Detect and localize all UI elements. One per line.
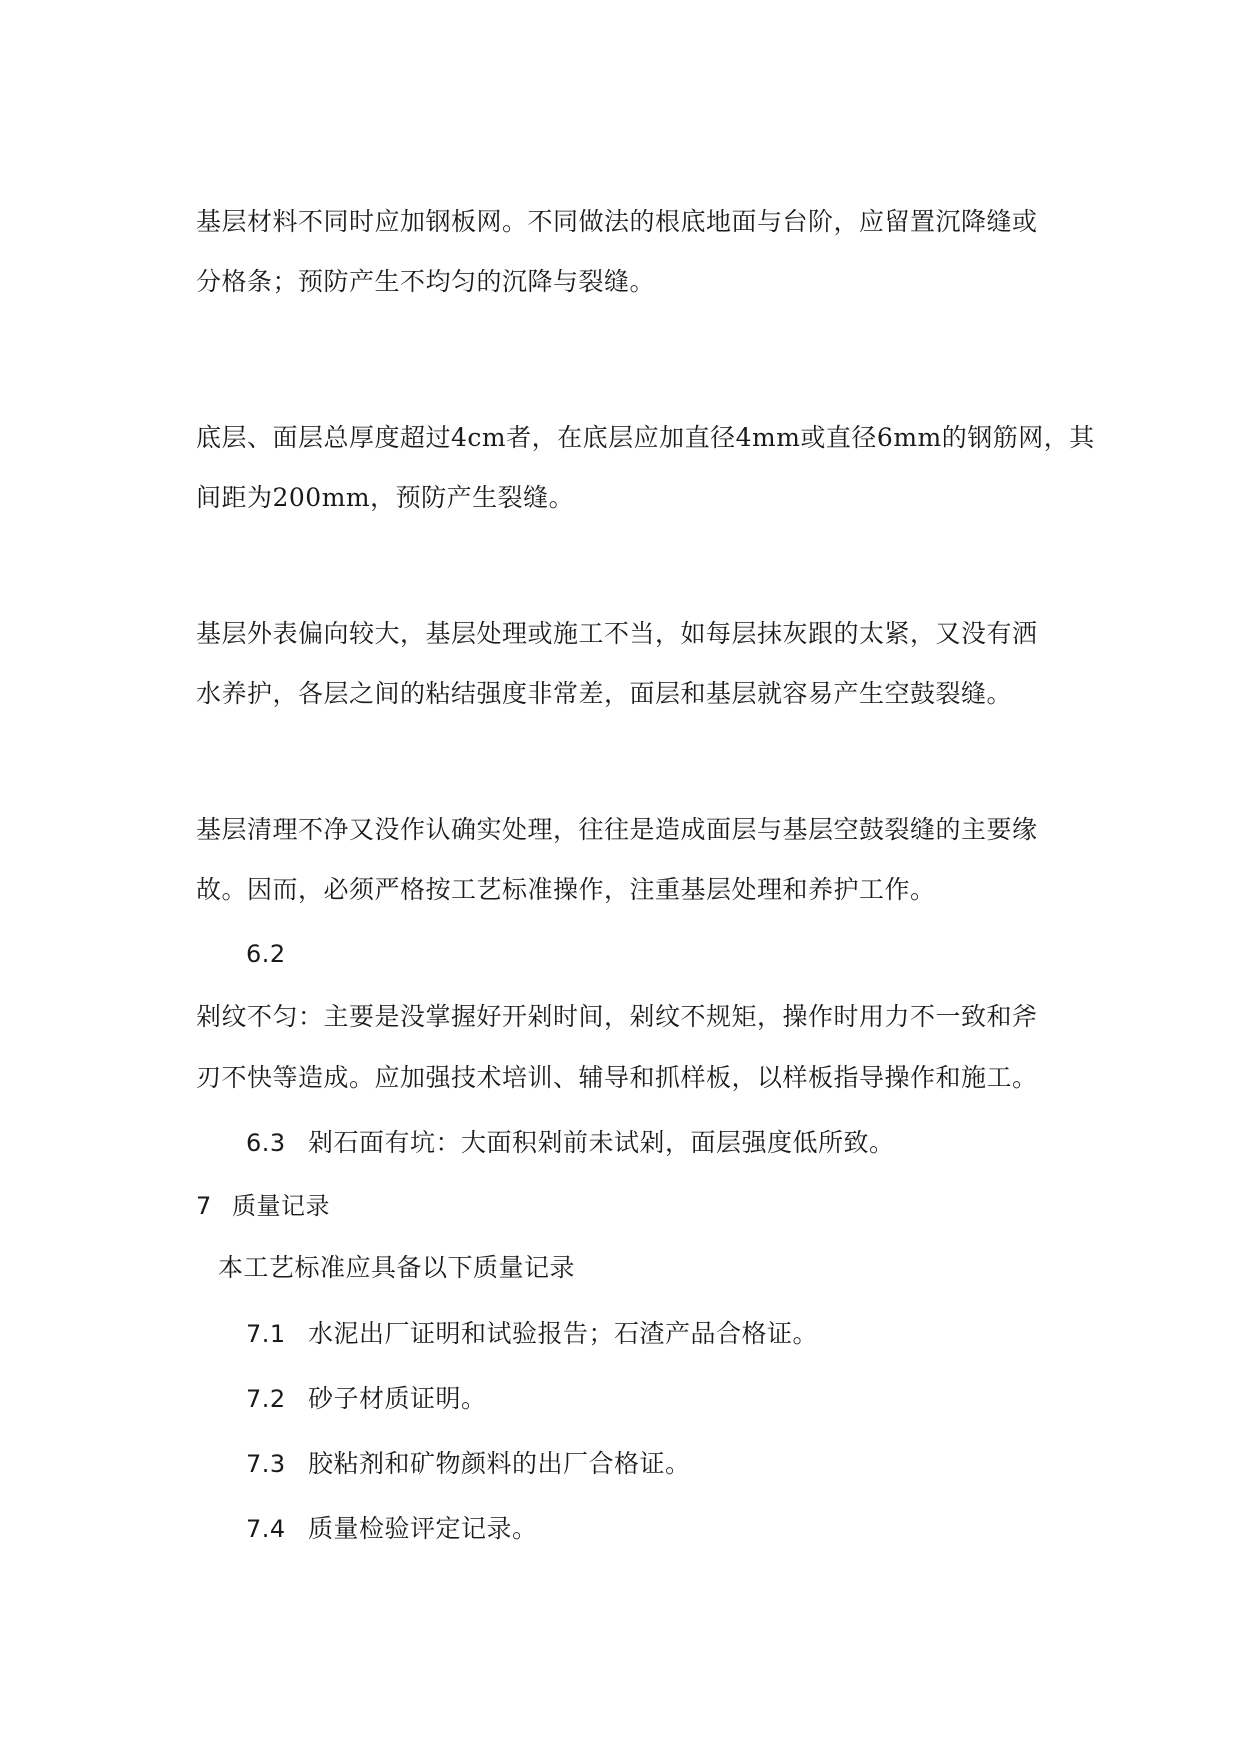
section-number: 7	[196, 1192, 212, 1220]
record-text: 砂子材质证明。	[308, 1384, 487, 1413]
section-number: 6.3	[246, 1129, 286, 1157]
paragraph-line: 间距为200mm，预防产生裂缝。	[196, 483, 575, 512]
subsection-6-3	[246, 1127, 895, 1159]
subsection-text: 剁石面有坑：大面积剁前未试剁，面层强度低所致。	[308, 1128, 895, 1157]
paragraph-line: 基层清理不净又没作认确实处理，往往是造成面层与基层空鼓裂缝的主要缘	[196, 815, 1038, 844]
paragraph-line: 分格条；预防产生不均匀的沉降与裂缝。	[196, 267, 656, 296]
paragraph-line: 基层材料不同时应加钢板网。不同做法的根底地面与台阶，应留置沉降缝或	[196, 207, 1038, 236]
section-heading	[196, 1190, 330, 1222]
section-intro: 本工艺标准应具备以下质量记录	[218, 1253, 576, 1282]
section-number: 6.2	[246, 940, 286, 968]
record-number: 7.1	[246, 1320, 286, 1348]
record-text: 胶粘剂和矿物颜料的出厂合格证。	[308, 1449, 691, 1478]
record-item	[246, 1448, 691, 1480]
paragraph-line: 水养护，各层之间的粘结强度非常差，面层和基层就容易产生空鼓裂缝。	[196, 679, 1013, 708]
paragraph-line: 故。因而，必须严格按工艺标准操作，注重基层处理和养护工作。	[196, 875, 936, 904]
record-item	[246, 1513, 538, 1545]
record-number: 7.3	[246, 1450, 286, 1478]
record-text: 质量检验评定记录。	[308, 1514, 538, 1543]
record-item	[246, 1383, 487, 1415]
paragraph-line: 剁纹不匀：主要是没掌握好开剁时间，剁纹不规矩，操作时用力不一致和斧	[196, 1002, 1038, 1031]
record-number: 7.4	[246, 1515, 286, 1543]
paragraph-line: 底层、面层总厚度超过4cm者，在底层应加直径4mm或直径6mm的钢筋网，其	[196, 423, 1095, 452]
paragraph-line: 刃不快等造成。应加强技术培训、辅导和抓样板，以样板指导操作和施工。	[196, 1063, 1038, 1092]
record-item	[246, 1318, 818, 1350]
record-text: 水泥出厂证明和试验报告；石渣产品合格证。	[308, 1319, 819, 1348]
record-number: 7.2	[246, 1385, 286, 1413]
paragraph-line: 基层外表偏向较大，基层处理或施工不当，如每层抹灰跟的太紧，又没有洒	[196, 619, 1038, 648]
section-title: 质量记录	[232, 1192, 330, 1220]
